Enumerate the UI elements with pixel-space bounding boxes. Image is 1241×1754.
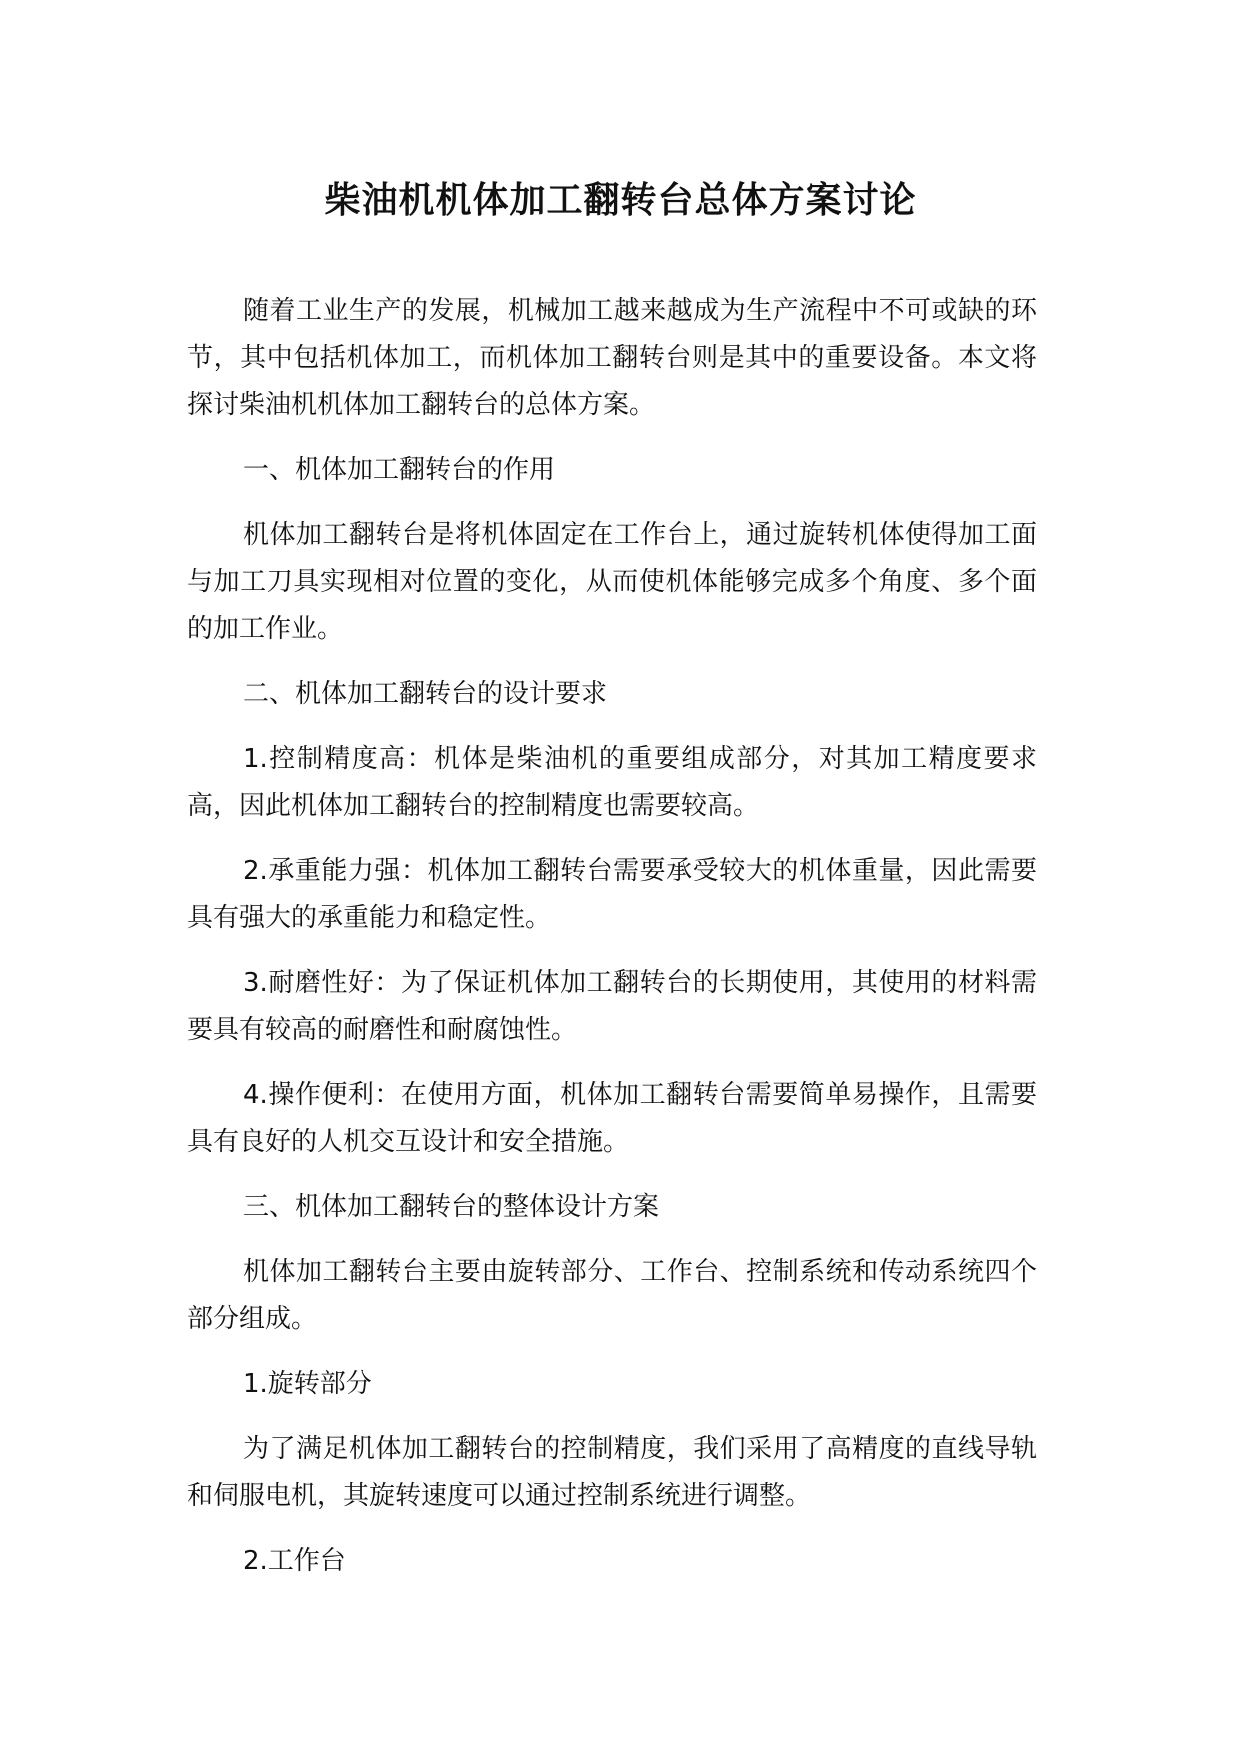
page-title: 柴油机机体加工翻转台总体方案讨论: [324, 180, 917, 221]
paragraph-design-overview: 机体加工翻转台主要由旋转部分、工作台、控制系统和传动系统四个部分组成。: [187, 1257, 1037, 1334]
subheading-rotation-part: 1.旋转部分: [243, 1369, 372, 1399]
section-heading-requirements: 二、机体加工翻转台的设计要求: [243, 679, 608, 709]
paragraph-requirement-load: 2.承重能力强：机体加工翻转台需要承受较大的机体重量，因此需要具有强大的承重能力和稳定性。: [187, 856, 1037, 933]
paragraph-rotation-part: 为了满足机体加工翻转台的控制精度，我们采用了高精度的直线导轨和伺服电机，其旋转速度可以通过控制系统进行调整。: [187, 1434, 1037, 1511]
section-heading-role: 一、机体加工翻转台的作用: [243, 455, 556, 485]
section-heading-design: 三、机体加工翻转台的整体设计方案: [243, 1192, 660, 1222]
paragraph-requirement-wear: 3.耐磨性好：为了保证机体加工翻转台的长期使用，其使用的材料需要具有较高的耐磨性和耐腐蚀性。: [187, 968, 1037, 1045]
document-body: [187, 288, 1037, 1585]
paragraph-intro: 随着工业生产的发展，机械加工越来越成为生产流程中不可或缺的环节，其中包括机体加工，而机体加工翻转台则是其中的重要设备。本文将探讨柴油机机体加工翻转台的总体方案。: [187, 296, 1037, 420]
subheading-worktable: 2.工作台: [243, 1546, 346, 1576]
paragraph-requirement-precision: 1.控制精度高：机体是柴油机的重要组成部分，对其加工精度要求高，因此机体加工翻转台的控制精度也需要较高。: [187, 744, 1037, 821]
paragraph-role: 机体加工翻转台是将机体固定在工作台上，通过旋转机体使得加工面与加工刀具实现相对位置的变化，从而使机体能够完成多个角度、多个面的加工作业。: [187, 520, 1037, 644]
paragraph-requirement-operation: 4.操作便利：在使用方面，机体加工翻转台需要简单易操作，且需要具有良好的人机交互设计和安全措施。: [187, 1080, 1037, 1157]
